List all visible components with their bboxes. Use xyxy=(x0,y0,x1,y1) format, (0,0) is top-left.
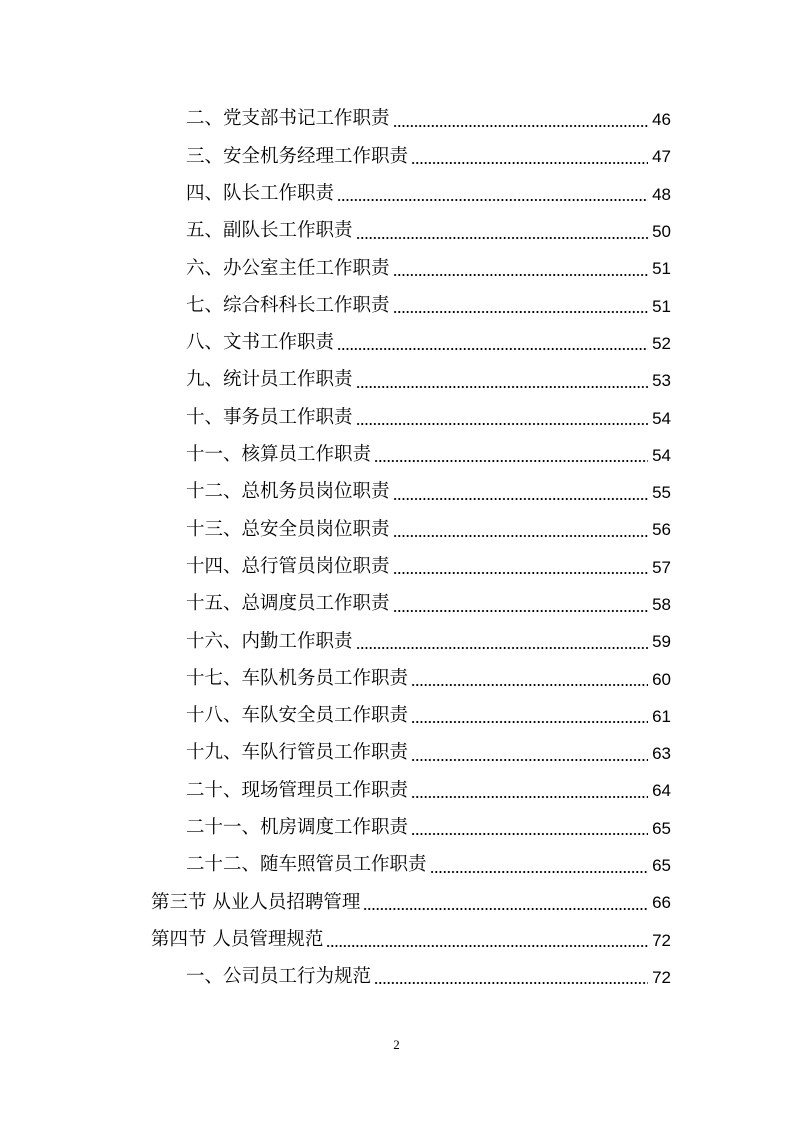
toc-entry-label: 十五、总调度员工作职责 xyxy=(186,593,390,615)
toc-entry-label: 四、队长工作职责 xyxy=(186,182,335,204)
dot-leader xyxy=(393,311,648,313)
toc-entry-page: 54 xyxy=(652,445,671,465)
dot-leader xyxy=(374,982,648,984)
toc-entry-label: 六、办公室主任工作职责 xyxy=(186,257,390,279)
toc-entry[interactable] xyxy=(0,362,793,399)
toc-entry[interactable] xyxy=(0,101,793,138)
dot-leader xyxy=(356,237,648,239)
toc-entry-page: 58 xyxy=(652,595,671,614)
toc-entry-label: 二十二、随车照管员工作职责 xyxy=(186,854,427,876)
toc-entry-label: 十三、总安全员岗位职责 xyxy=(186,518,390,540)
dot-leader xyxy=(411,796,648,798)
toc-entry[interactable] xyxy=(0,250,793,287)
toc-entry[interactable] xyxy=(0,474,793,511)
toc-entry-page: 47 xyxy=(652,147,671,167)
toc-entry[interactable] xyxy=(0,772,793,809)
dot-leader xyxy=(411,684,648,686)
dot-leader xyxy=(393,498,648,500)
dot-leader xyxy=(411,721,648,723)
dot-leader xyxy=(374,460,648,462)
dot-leader xyxy=(337,199,648,201)
toc-entry-label: 五、副队长工作职责 xyxy=(186,220,353,242)
dot-leader xyxy=(356,647,648,649)
toc-entry-page: 72 xyxy=(652,930,671,950)
toc-entry[interactable] xyxy=(0,213,793,250)
toc-entry-label: 十六、内勤工作职责 xyxy=(186,630,353,652)
toc-entry-label: 二十、现场管理员工作职责 xyxy=(186,779,409,801)
dot-leader xyxy=(411,162,648,164)
toc-entry-label: 十、事务员工作职责 xyxy=(186,406,353,428)
toc-entry[interactable] xyxy=(0,399,793,436)
toc-entry[interactable] xyxy=(0,138,793,175)
toc-entry-page: 59 xyxy=(652,632,671,652)
toc-entry-label: 第四节 人员管理规范 xyxy=(151,928,324,950)
toc-entry-page: 52 xyxy=(652,333,671,353)
toc-entry[interactable] xyxy=(0,660,793,697)
toc-entry-label: 十九、车队行管员工作职责 xyxy=(186,742,409,764)
toc-entry[interactable] xyxy=(0,959,793,996)
toc-entry[interactable] xyxy=(0,287,793,324)
table-of-contents xyxy=(0,101,793,996)
dot-leader xyxy=(393,610,648,612)
toc-entry[interactable] xyxy=(0,735,793,772)
dot-leader xyxy=(356,386,648,388)
dot-leader xyxy=(393,535,648,537)
dot-leader xyxy=(337,348,648,350)
toc-entry-label: 二十一、机房调度工作职责 xyxy=(186,817,409,839)
toc-entry-page: 61 xyxy=(652,706,671,726)
dot-leader xyxy=(326,945,648,947)
toc-entry-label: 九、统计员工作职责 xyxy=(186,369,353,391)
toc-entry-page: 64 xyxy=(652,781,671,801)
toc-entry-label: 第三节 从业人员招聘管理 xyxy=(151,891,361,913)
toc-entry-page: 57 xyxy=(652,557,671,577)
toc-section-entry[interactable] xyxy=(0,922,793,959)
toc-entry-label: 十二、总机务员岗位职责 xyxy=(186,481,390,503)
dot-leader xyxy=(393,125,648,127)
toc-entry-page: 50 xyxy=(652,222,671,242)
toc-entry[interactable] xyxy=(0,176,793,213)
toc-entry-page: 65 xyxy=(652,818,671,838)
dot-leader xyxy=(393,572,648,574)
toc-entry-page: 51 xyxy=(652,259,671,279)
toc-entry-page: 46 xyxy=(652,110,671,130)
toc-entry-label: 二、党支部书记工作职责 xyxy=(186,108,390,130)
toc-entry-page: 60 xyxy=(652,669,671,689)
toc-entry-label: 十四、总行管员岗位职责 xyxy=(186,555,390,577)
toc-entry-page: 53 xyxy=(652,371,671,391)
dot-leader xyxy=(411,759,648,761)
toc-entry[interactable] xyxy=(0,325,793,362)
toc-entry-label: 十一、核算员工作职责 xyxy=(186,444,372,466)
toc-entry-label: 十八、车队安全员工作职责 xyxy=(186,705,409,727)
dot-leader xyxy=(393,274,648,276)
toc-entry[interactable] xyxy=(0,437,793,474)
dot-leader xyxy=(411,833,648,835)
toc-entry-page: 63 xyxy=(652,744,671,764)
toc-entry-label: 八、文书工作职责 xyxy=(186,332,335,354)
toc-entry[interactable] xyxy=(0,847,793,884)
toc-entry[interactable] xyxy=(0,511,793,548)
toc-entry-page: 56 xyxy=(652,520,671,540)
toc-entry-label: 七、综合科科长工作职责 xyxy=(186,294,390,316)
page-number: 2 xyxy=(393,1037,400,1052)
toc-entry[interactable] xyxy=(0,549,793,586)
toc-entry-label: 十七、车队机务员工作职责 xyxy=(186,667,409,689)
toc-entry-page: 66 xyxy=(652,893,671,913)
toc-entry-page: 72 xyxy=(652,967,671,987)
toc-section-entry[interactable] xyxy=(0,884,793,921)
dot-leader xyxy=(430,871,648,873)
dot-leader xyxy=(356,423,648,425)
toc-entry-label: 一、公司员工行为规范 xyxy=(186,966,372,988)
toc-entry-page: 65 xyxy=(652,856,671,876)
toc-entry-page: 55 xyxy=(652,483,671,503)
toc-entry-page: 54 xyxy=(652,408,671,428)
dot-leader xyxy=(363,908,648,910)
toc-entry-label: 三、安全机务经理工作职责 xyxy=(186,145,409,167)
toc-entry-page: 51 xyxy=(652,296,671,316)
toc-entry[interactable] xyxy=(0,623,793,660)
toc-entry[interactable] xyxy=(0,810,793,847)
toc-entry-page: 48 xyxy=(652,184,671,204)
toc-entry[interactable] xyxy=(0,586,793,623)
toc-entry[interactable] xyxy=(0,698,793,735)
